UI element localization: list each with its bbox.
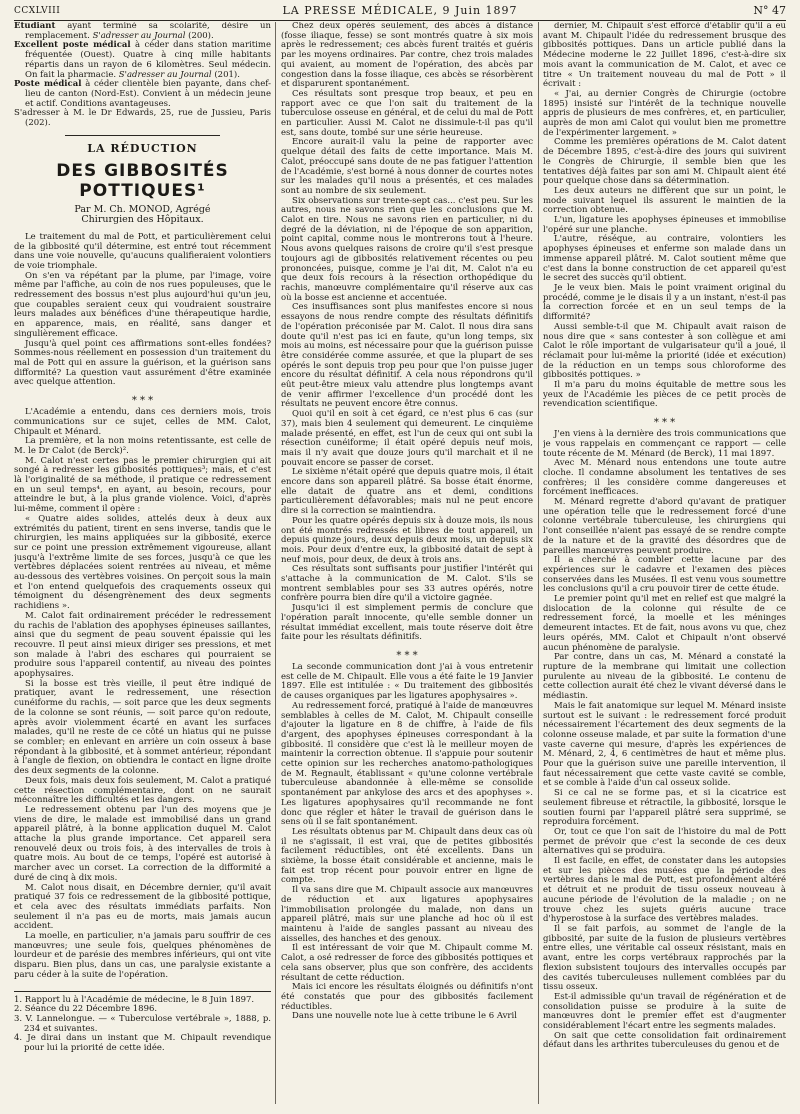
section-stars: ⁎ ⁎ ⁎ xyxy=(653,414,676,426)
paragraph: Or, tout ce que l'on sait de l'histoire du mal de Pott permet de prévoir que c'est la seconde de ces deux alternatives qui se produira. xyxy=(543,826,786,857)
classified-ad xyxy=(14,41,271,80)
article-affiliation: Chirurgien des Hôpitaux. xyxy=(81,214,204,226)
article-kicker: LA RÉDUCTION xyxy=(87,141,198,155)
paragraph: Chez deux opérés seulement, des abcès à distance (fosse iliaque, fesse) se sont montrés quatre à six mois après le redressement; ces abcès furent traités et guéris par les moyens ordinaires. Par contre, chez trois malades qui avaient, au moment de l'opération, des abcès par congestion dans la fosse iliaque, ces abcès se résorbèrent et disparurent spontanément. xyxy=(281,22,533,90)
article-title: DES GIBBOSITÉS POTTIQUES¹ xyxy=(56,161,229,202)
paragraph: Jusqu'à quel point ces affirmations sont-elles fondées? Sommes-nous réellement en possession d'un traitement du mal de Pott qui en assure la guérison, et la guérison sans difformité? La question vaut assurément d'être examinée avec quelque attention. xyxy=(14,338,271,388)
paragraph: Si la bosse est très vieille, il peut être indiqué de pratiquer, avant le redressement, une résection cunéiforme du rachis, — soit parce que les deux segments de la colonne se sont réunis, — soit parce qu'on redoute, après avoir violemment écarté en avant les surfaces malades, qu'il ne reste de ce côté un hiatus qui ne puisse se combler; en enlevant en arrière un coin osseux à base répondant à la gibbosité, et à sommet antérieur, répondant à l'angle de flexion, on obtiendra le contact en ligne droite des deux segments de la colonne. xyxy=(14,678,271,777)
paragraph: Il va sans dire que M. Chipault associe aux manœuvres de réduction et aux ligatures apophysaires l'immobilisation prolongée du malade, non dans un appareil plâtré, mais sur une planche ad hoc où il est maintenu à l'aide de sangles passant au niveau des aisselles, des hanches et des genoux. xyxy=(281,885,533,944)
publication-title: LA PRESSE MÉDICALE, 9 Juin 1897 xyxy=(282,4,518,17)
paragraph: Mais le fait anatomique sur lequel M. Ménard insiste surtout est le suivant : le redressement forcé produit nécessairement l'écartement des deux segments de la colonne osseuse malade, et par suite la formation d'une vaste caverne qui mesure, d'après les expériences de M. Ménard, 2, 4, 6 centimètres de haut et même plus. Pour que la guérison suive une pareille intervention, il faut nécessairement que cette vaste cavité se comble, et se comble à l'aide d'un cal osseux solide. xyxy=(543,700,786,789)
paragraph: Le sixième n'était opéré que depuis quatre mois, il était encore dans son appareil plâtré. Sa bosse était énorme, elle datait de quatre ans et demi, conditions particulièrement défavorables; mais nul ne peut encore dire si la correction se maintiendra. xyxy=(281,467,533,517)
ad-lead: Poste médical xyxy=(14,79,82,90)
paragraph: Est-il admissible qu'un travail de régénération et de consolidation puisse se produire à la suite de manœuvres dont le premier effet est d'augmenter considérablement l'écart entre les segments malades. xyxy=(543,991,786,1032)
paragraph: On s'en va répétant par la plume, par l'image, voire même par l'affiche, au coin de nos rues populeuses, que le redressement des bossus n'est plus aujourd'hui qu'un jeu, que coupables seraient ceux qui voudraient soustraire leurs malades aux bénéfices d'une thérapeutique hardie, en apparence, mais, en réalité, sans danger et singulièrement efficace. xyxy=(14,270,271,339)
paragraph: Pour les quatre opérés depuis six à douze mois, ils nous ont été montrés redressés et libres de tout appareil, un depuis quinze jours, deux depuis deux mois, un depuis six mois. Pour deux d'entre eux, la gibbosité datait de sept à neuf mois, pour deux, de deux à trois ans. xyxy=(281,515,533,565)
column-divider xyxy=(538,22,539,1104)
footnote: 1. Rapport lu à l'Académie de médecine, le 8 Juin 1897. xyxy=(14,994,255,1005)
paragraph: M. Ménard regrette d'abord qu'avant de pratiquer une opération telle que le redressement forcé d'une colonne vertébrale tuberculeuse, les chirurgiens qui l'ont conseillée n'aient pas essayé de se rendre compte de la nature et de la gravité des désordres que de pareilles manœuvres peuvent produire. xyxy=(543,497,786,556)
paragraph: On sait que cette consolidation fait ordinairement défaut dans les arthrites tuberculeuses du genou et de xyxy=(543,1030,786,1051)
volume-number: CCXLVIII xyxy=(14,6,61,16)
paragraph: Il est facile, en effet, de constater dans les autopsies et sur les pièces des musées que la période des vertèbres dans le mal de Pott, est profondément altéré et détruit et ne produit de tissu osseux nouveau à aucune période de l'évolution de la maladie ; on ne trouve chez les sujets guéris aucune trace d'hyperostose à la surface des vertèbres malades. xyxy=(543,856,786,925)
classified-ads xyxy=(14,22,271,129)
paragraph: « J'ai, au dernier Congrès de Chirurgie (octobre 1895) insisté sur l'intérêt de la technique nouvelle appris de plusieurs de mes confrères, et, en particulier, auprès de mon ami Calot qui voulut bien me promettre de l'expérimenter largement. » xyxy=(543,88,786,138)
paragraph: Les résultats obtenus par M. Chipault dans deux cas où il ne s'agissait, il est vrai, que de petites gibbosités facilement réductibles, ont été excellents. Dans un sixième, la bosse était considérable et ancienne, mais le fait est trop récent pour pouvoir entrer en ligne de compte. xyxy=(281,826,533,886)
column-2 xyxy=(281,22,533,1110)
paragraph: Aussi semble-t-il que M. Chipault avait raison de nous dire que « sans contester à son collègue et ami Calot le rôle important de vulgarisateur qu'il a joué, il réclamait pour lui-même la priorité (idée et exécution) de la réduction en un temps sous chloroforme des gibbosités pottiques. » xyxy=(543,321,786,381)
paragraph: Mais ici encore les résultats éloignés ou définitifs n'ont été constatés que pour des gibbosités facilement réductibles. xyxy=(281,982,533,1012)
paragraph: Le traitement du mal de Pott, et particulièrement celui de la gibbosité qu'il détermine, est entré tout récemment dans une voie nouvelle, qu'aucuns qualifieraient volontiers de voie triomphale. xyxy=(14,231,271,271)
issue-number: N° 47 xyxy=(753,4,786,17)
paragraph: Ces insuffisances sont plus manifestes encore si nous essayons de nous rendre compte des résultats définitifs de l'opération préconisée par M. Calot. Il nous dira sans doute qu'il n'est pas ici en faute, qu'un long temps, six mois au moins, est nécessaire pour que la guérison puisse être considérée comme assurée, et que la plupart de ses opérés le sont depuis trop peu pour que l'on puisse juger encore du résultat définitif. A cela nous répondrons qu'il eût peut-être mieux valu attendre plus longtemps avant de venir affirmer l'excellence d'un procédé dont les résultats ne peuvent encore être connus. xyxy=(281,302,533,410)
ad-contact: S'adresser au Journal xyxy=(92,30,186,41)
paragraph: La première, et la non moins retentissante, est celle de M. le Dr Calot (de Berck)². xyxy=(14,436,271,456)
paragraph: Encore aurait-il valu la peine de rapporter avec quelque détail des faits de cette importance. Mais M. Calot, préoccupé sans doute de ne pas fatiguer l'attention de l'Académie, s'est borné à nous donner de courtes notes sur les malades qu'il nous a présentés, et ces malades sont au nombre de six seulement. xyxy=(281,137,533,196)
section-divider xyxy=(65,135,219,136)
classified-ad xyxy=(14,80,271,109)
paragraph: Par contre, dans un cas, M. Ménard a constaté la rupture de la membrane qui limitait une collection purulente au niveau de la gibbosité. Le contenu de cette collection aurait été chez le vivant déversé dans le médiastin. xyxy=(543,652,786,702)
paragraph: Il a cherché à combler cette lacune par des expériences sur le cadavre et l'examen des pièces conservées dans les Musées. Il est venu vous soumettre les conclusions qu'il a cru pouvoir tirer de cette étude. xyxy=(543,555,786,595)
ad-text: S'adresser à M. le Dr Edwards, 25, rue de Jussieu, Paris (202). xyxy=(14,108,271,129)
paragraph: Jusqu'ici il est simplement permis de conclure que l'opération paraît innocente, qu'elle semble donner un résultat immédiat excellent, mais toute réserve doit être faite pour les résultats définitifs. xyxy=(281,603,533,643)
paragraph: L'autre, réséque, au contraire, volontiers les apophyses épineuses et enferme son malade dans un immense appareil plâtré. M. Calot soutient même que c'est dans la bonne construction de cet appareil qu'est le secret des succès qu'il obtient. xyxy=(543,234,786,284)
paragraph: Il m'a paru du moins équitable de mettre sous les yeux de l'Académie les pièces de ce petit procès de revendication scientifique. xyxy=(543,380,786,410)
paragraph: Si ce cal ne se forme pas, et si la cicatrice est seulement fibreuse et rétractile, la gibbosité, lorsque le soutien fourni par l'appareil plâtré sera supprimé, se reproduira forcément. xyxy=(543,788,786,828)
footnote: 2. Séance du 22 Décembre 1896. xyxy=(14,1004,158,1015)
paragraph: dernier, M. Chipault s'est efforcé d'établir qu'il a eu avant M. Chipault l'idée du redressement brusque des gibbosités pottiques. Dans un article publié dans la Médecine moderne le 22 Juillet 1896, c'est-à-dire six mois avant la communication de M. Calot, et avec ce titre « Un traitement nouveau du mal de Pott » il écrivait : xyxy=(543,22,786,90)
ad-text: à céder dans station maritime fréquentée (Ouest). Quatre à cinq mille habitants répartis dans un rayon de 6 kilomètres. Seul médecin. On fait la pharmacie. xyxy=(25,40,271,80)
paragraph: Six observations sur trente-sept cas... c'est peu. Sur les autres, nous ne savons rien que les conclusions que M. Calot en tire. Nous ne savons rien en particulier, ni du degré de la déviation, ni de l'époque de son apparition, point capital, comme nous le montrerons tout à l'heure. Nous avons quelques raisons de croire qu'il s'est presque toujours agi de gibbosités relativement récentes ou peu prononcées, puisque, comme je l'ai dit, M. Calot n'a eu que deux fois recours à la résection orthopédique du rachis, manœuvre complémentaire qu'il réserve aux cas où la bosse est ancienne et accentuée. xyxy=(281,195,533,303)
paragraph: La seconde communication dont j'ai à vous entretenir est celle de M. Chipault. Elle vous a été faite le 19 Janvier 1897. Elle est intitulée : « Du traitement des gibbosités de causes organiques par les ligatures apophysaires ». xyxy=(281,662,533,702)
paragraph: Comme les premières opérations de M. Calot datent de Décembre 1895, c'est-à-dire des jours qui suivirent le Congrès de Chirurgie, il semble bien que les tentatives déjà faites par son ami M. Chipault aient été pour quelque chose dans sa détermination. xyxy=(543,137,786,187)
paragraph: M. Calot n'est certes pas le premier chirurgien qui ait songé à redresser les gibbosités pottiques³; mais, et c'est là l'originalité de sa méthode, il pratique ce redressement en un seul temps⁴, en ayant, au besoin, recours, pour atteindre le but, à la plus grande violence. Voici, d'après lui-même, comment il opère : xyxy=(14,455,271,515)
article-byline: Par M. Ch. MONOD, Agrégé xyxy=(74,204,211,216)
ad-text: ayant terminé sa scolarité, désire un remplacement. xyxy=(25,22,271,41)
footnotes xyxy=(14,991,271,1054)
paragraph: Ces résultats sont suffisants pour justifier l'intérêt qui s'attache à la communication de M. Calot. S'ils se montrent semblables pour ses 33 autres opérés, notre confrère pourra bien dire qu'il a victoire gagnée. xyxy=(281,564,533,604)
ad-ref: (201). xyxy=(211,69,240,80)
column-3 xyxy=(543,22,786,1110)
paragraph: J'en viens à la dernière des trois communications que je vous rappelais en commençant ce rapport — celle toute récente de M. Ménard (de Berck), 11 mai 1897. xyxy=(543,429,786,459)
paragraph: L'Académie a entendu, dans ces derniers mois, trois communications sur ce sujet, celles de MM. Calot, Chipault et Ménard. xyxy=(14,407,271,437)
page-header xyxy=(14,2,786,21)
paragraph: Quoi qu'il en soit à cet égard, ce n'est plus 6 cas (sur 37), mais bien 4 seulement qui demeurent. Le cinquième malade présenté, en effet, est l'un de ceux qui ont subi la résection cunéiforme; il était opéré depuis neuf mois, mais il n'y avait que douze jours qu'il marchait et il ne pouvait encore se passer de corset. xyxy=(281,409,533,468)
paragraph: Deux fois, mais deux fois seulement, M. Calot a pratiqué cette résection complémentaire, dont on ne saurait méconnaître les difficultés et les dangers. xyxy=(14,775,271,806)
ad-text: à céder clientèle bien payante, dans chef-lieu de canton (Nord-Est). Convient à un médecin jeune et actif. Conditions avantageuses. xyxy=(25,79,271,109)
article-header xyxy=(14,141,271,226)
column-divider xyxy=(275,22,276,1104)
paragraph: Les deux auteurs ne diffèrent que sur un point, le mode suivant lequel ils assurent le maintien de la correction obtenue. xyxy=(543,185,786,216)
ad-lead: Excellent poste médical xyxy=(14,40,131,51)
ad-ref: (200). xyxy=(185,30,214,41)
column-1 xyxy=(14,22,271,1110)
paragraph: M. Calot nous disait, en Décembre dernier, qu'il avait pratiqué 37 fois ce redressement de la gibbosité pottique, et cela avec des résultats immédiats parfaits. Non seulement il n'a pas eu de morts, mais jamais aucun accident. xyxy=(14,882,271,932)
paragraph: Le premier point qu'il met en relief est que malgré la dislocation de la colonne qui résulte de ce redressement forcé, la moelle et les méninges demeurent intactes. Et de fait, nous avons vu que, chez leurs opérés, MM. Calot et Chipault n'ont observé aucun phénomène de paralysie. xyxy=(543,594,786,653)
footnote: 4. Je dirai dans un instant que M. Chipault revendique pour lui la priorité de cette idée. xyxy=(14,1033,271,1054)
paragraph: « Quatre aides solides, attelés deux à deux aux extrémités du patient, tirent en sens inverse, tandis que le chirurgien, les mains appliquées sur la gibbosité, exerce sur ce point une pression extrêmement vigoureuse, allant jusqu'à l'extrême limite de ses forces, jusqu'à ce que les vertèbres déplacées soient rentrées au niveau, et même au-dessous des vertèbres voisines. On perçoit sous la main et l'on entend quelquefois des craquements osseux qui témoignent du désengrènement des deux segments rachidiens ». xyxy=(14,513,271,612)
paragraph: La moelle, en particulier, n'a jamais paru souffrir de ces manœuvres; une seule fois, quelques phénomènes de lourdeur et de parésie des membres inférieurs, qui ont vite disparu. Bien plus, dans un cas, une paralysie existante a paru céder à la suite de l'opération. xyxy=(14,931,271,980)
paragraph: L'un, ligature les apophyses épineuses et immobilise l'opéré sur une planche. xyxy=(543,215,786,235)
footnote: 3. V. Lannelongue. — « Tuberculose vertébrale », 1888, p. 234 et suivantes. xyxy=(14,1013,271,1034)
paragraph: Je le veux bien. Mais le point vraiment original du procédé, comme je le disais il y a un instant, n'est-il pas la correction forcée et en un seul temps de la difformité? xyxy=(543,282,786,323)
ad-contact: S'adresser au Journal xyxy=(118,69,212,80)
ad-lead: Etudiant xyxy=(14,22,56,31)
paragraph: Il se fait parfois, au sommet de l'angle de la gibbosité, par suite de la fusion de plusieurs vertèbres entre elles, une véritable cal osseux résistant, mais en avant, entre les corps vertébraux rapprochés par la flexion subsistent toujours des intervalles occupés par des cavités tuberculeuses nullement comblées par du tissu osseux. xyxy=(543,923,786,993)
section-stars: ⁎ ⁎ ⁎ xyxy=(131,392,154,404)
paragraph: Ces résultats sont presque trop beaux, et peu en rapport avec ce que l'on sait du traitement de la tuberculose osseuse en général, et de celui du mal de Pott en particulier. Aussi M. Calot ne dissimule-t-il pas qu'il est, sans doute, tombé sur une série heureuse. xyxy=(281,88,533,138)
paragraph: Le redressement obtenu par l'un des moyens que je viens de dire, le malade est immobilisé dans un grand appareil plâtré, à la bonne application duquel M. Calot attache la plus grande importance. Cet appareil sera renouvelé deux ou trois fois, à des intervalles de trois à quatre mois. Au bout de ce temps, l'opéré est autorisé à marcher avec un corset. La correction de la difformité a duré de cinq à dix mois. xyxy=(14,804,271,883)
section-stars: ⁎ ⁎ ⁎ xyxy=(396,647,418,658)
paragraph: M. Calot fait ordinairement précéder le redressement du rachis de l'ablation des apophyses épineuses saillantes, ainsi que du segment de peau souvent épaissie qui les recouvre. Il peut ainsi mieux diriger ses pressions, et met son malade à l'abri des eschares qui pourraient se produire sous l'appareil contentif, au niveau des pointes apophysaires. xyxy=(14,610,271,680)
classified-ad xyxy=(14,22,271,41)
paragraph: Au redressement forcé, pratiqué à l'aide de manœuvres semblables à celles de M. Calot, M. Chipault conseille d'ajouter la ligature en 8 de chiffre, à l'aide de fils d'argent, des apophyses épineuses correspondant à la gibbosité. Il considère que c'est là le meilleur moyen de maintenir la correction obtenue. Il s'appuie pour soutenir cette opinion sur les recherches anatomo-pathologiques de M. Regnault, établissant « qu'une colonne vertébrale tuberculeuse abandonnée à elle-même se consolide spontanément par ankylose des arcs et des apophyses ». Les ligatures apophysaires qu'il recommande ne font donc que régler et hâter le travail de guérison dans le sens où il se fait spontanément. xyxy=(281,700,533,828)
paragraph: Dans une nouvelle note lue à cette tribune le 6 Avril xyxy=(292,1011,517,1022)
paragraph: Avec M. Ménard nous entendons une toute autre cloche. Il condamne absolument les tentatives de ses confrères; il les considère comme dangereuses et forcément inefficaces. xyxy=(543,458,786,498)
classified-ad xyxy=(14,109,271,128)
article-body-col1 xyxy=(14,233,271,981)
paragraph: Il est intéressant de voir que M. Chipault comme M. Calot, a osé redresser de force des gibbosités pottiques et cela sans observer, plus que son confrère, des accidents résultant de cette réduction. xyxy=(281,943,533,983)
